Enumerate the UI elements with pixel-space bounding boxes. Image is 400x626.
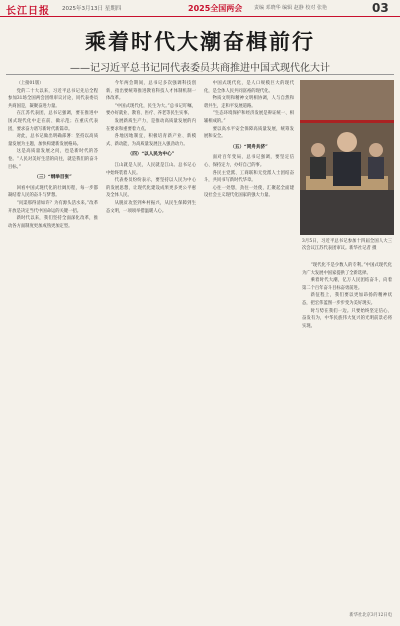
paragraph: 各地因地制宜，积极培育新产业、新模式、新动能，为高质量发展注入强劲动力。	[106, 134, 196, 147]
paragraph: 对此，总书记做出明确部署：坚持以高质量发展为主题，加快构建新发展格局。	[8, 134, 98, 147]
section-subheading: （四）“以人民为中心”	[127, 152, 175, 158]
paragraph: 从脱贫攻坚到乡村振兴，从民生保障到生态文明，一项项举措温暖人心。	[106, 200, 196, 214]
text-column-3	[204, 80, 294, 200]
text-column-1	[8, 80, 98, 230]
paragraph: “问渠那得清如许？为有源头活水来。”改革开放是决定当代中国命运的关键一招。	[8, 200, 98, 214]
paragraph: 代表委员纷纷表示，要坚持以人民为中心的发展思想，让现代化建设成果更多更公平惠及全体人民。	[106, 178, 196, 199]
article-byline: 新华社北京3月12日电	[349, 613, 392, 618]
editor-credits: 责编 邓晓华 编辑 赵静 校对 张艳	[254, 5, 327, 11]
paragraph: “现代化不是少数人的专利。”中国式现代化为广大发展中国家提供了全新选择。	[302, 263, 392, 276]
paragraph: 发展新质生产力，是推动高质量发展的内在要求和重要着力点。	[106, 118, 196, 132]
paragraph: 今年两会期间，总书记多次强调科技创新，指出要统筹推进教育科技人才体制机制一体改革。	[106, 81, 196, 102]
paragraph: 回看中国式现代化的壮阔历程，每一步都凝结着人民的奋斗与梦想。	[8, 185, 98, 199]
paragraph: 党的二十大以来，习近平总书记先后全程参加31场全国两会团组审议讨论，同代表委员共商国是，凝聚奋进力量。	[8, 88, 98, 109]
paragraph: 各民主党派、工商联和无党派人士团结奋斗，共同书写新时代华章。	[204, 170, 294, 184]
masthead	[0, 0, 400, 17]
paragraph: 时与势在我们一边。只要始终坚定信心、奋发有为，中华民族伟大复兴的光明前景必将实现。	[302, 308, 392, 329]
paragraph: “中国式现代化，民生为大。”总书记叮嘱，要办好就业、教育、医疗、养老等民生实事。	[106, 103, 196, 117]
section-subheading: （五）“同舟共济”	[230, 144, 268, 150]
paragraph: 物质文明和精神文明相协调，人与自然和谐共生，走和平发展道路。	[204, 96, 294, 109]
paragraph: （上接01版）	[16, 81, 44, 86]
paragraph: 心往一处想，劲往一处使，汇聚起全面建设社会主义现代化国家的强大力量。	[204, 185, 294, 199]
page-number: 03	[372, 1, 389, 15]
newspaper-logo: 长江日报	[6, 6, 50, 17]
section-subheading: （三）“纲举目张”	[34, 175, 72, 181]
paragraph: 新征程上，我们要以更加昂扬的精神状态，把宏伟蓝图一步步变为美好现实。	[302, 293, 392, 306]
paragraph: 在江苏代表团，总书记强调，要在推进中国式现代化中走在前、做示范；在重庆代表团，要求奋力谱写新时代新篇章。	[8, 111, 98, 132]
paragraph: 江山就是人民，人民就是江山。总书记心中始终装着人民。	[106, 162, 196, 176]
article-headline: 乘着时代大潮奋楫前行	[85, 29, 315, 54]
paragraph: “生态环境保护和经济发展是辩证统一、相辅相成的。”	[204, 111, 294, 124]
headline-divider	[6, 74, 394, 75]
paragraph: 乘着时代大潮，亿万人民团结奋斗，向着第二个百年奋斗目标奋勇前进。	[302, 278, 392, 291]
issue-date: 2025年3月13日 星期四	[62, 6, 122, 12]
article-subheadline: ——记习近平总书记同代表委员共商推进中国式现代化大计	[70, 63, 330, 74]
photo-caption: 3月5日，习近平总书记参加十四届全国人大三次会议江苏代表团审议。新华社记者 摄	[302, 239, 392, 251]
section-title: 2025全国两会	[188, 4, 243, 13]
paragraph: 中国式现代化，是人口规模巨大的现代化，是全体人民共同富裕的现代化。	[204, 81, 294, 94]
paragraph: 这是高质量发展之问，也是新时代的答卷。“人民对美好生活的向往，就是我们的奋斗目标。”	[8, 149, 98, 170]
paragraph: 面对百年变局，总书记强调，要坚定信心、保持定力，办好自己的事。	[204, 155, 294, 168]
text-column-4	[302, 262, 392, 330]
paragraph: 新时代以来，我们坚持全面深化改革，推动各方面制度更加成熟更加定型。	[8, 216, 98, 229]
text-column-2	[106, 80, 196, 215]
paragraph: 要以高水平安全保障高质量发展，统筹发展和安全。	[204, 126, 294, 140]
news-photo	[300, 80, 394, 235]
